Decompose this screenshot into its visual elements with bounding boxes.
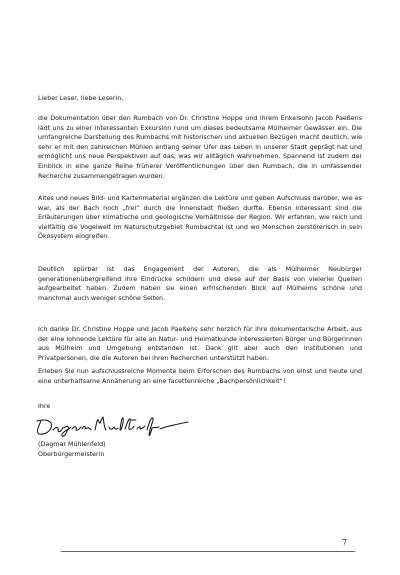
greeting: Lieber Leser, liebe Leserin, (38, 95, 124, 102)
page-number: 7 (342, 538, 348, 547)
footer-rule (61, 551, 355, 552)
paragraph: Erleben Sie nun aufschlussreiche Momente beim Erforschen des Rumbachs von einst und heute und eine unterhaltsame Annäherung an eine facettenreiche „Bachpersönlichkeit“! (38, 368, 362, 385)
paragraph: die Dokumentation über den Rumbach von Dr. Christine Hoppe und ihrem Enkelsohn Jacob Paeßens lädt uns zu einer interessanten Exkursion rund um dieses bedeutsame Mülheimer Gewässer ein. Die umfangreiche Darstellung des Rumbachs mit historischen und aktuellen Bezügen macht deutlich, wie sehr er mit den zahlreichen Mühlen entlang seiner Ufer das Leben in unserer Stadt geprägt hat und ermöglicht uns neue Perspektiven auf das, was wir alltäglich wahrnehmen. Spannend ist zudem der Einblick in eine ganze Reihe früherer Veröffentlichungen über den Rumbach, die in umfassender Recherche zusammengetragen wurden. (38, 115, 362, 180)
signature-block (38, 440, 238, 459)
signer-name: (Dagmar Mühlenfeld) (38, 441, 106, 448)
signer-title: Oberbürgermeisterin (38, 450, 105, 458)
handwritten-signature (33, 413, 191, 439)
paragraph: Deutlich spürbar ist das Engagement der Autoren, die als Mülheimer Neubürger generationenübergreifend ihre Eindrücke schildern und diese auf der Basis von vielerlei Quellen aufgearbeitet haben. Zudem haben sie einen erfrischenden Blick auf Mülheims schöne und manchmal auch weniger schöne Seiten. (38, 266, 362, 302)
paragraph: Altes und neues Bild- und Kartenmaterial ergänzen die Lektüre und geben Aufschluss darüber, wie es war, als der Bach noch „frei“ durch die Innenstadt fließen durfte. Ebenso interessant sind die Erläuterungen über klimatische und geologische Verhältnisse der Region. Wir erfahren, wie reich und vielfältig die Vogelwelt im Naturschutzgebiet Rumbachtal ist und wo Menschen zerstörerisch in sein Ökosystem eingreifen. (38, 195, 362, 241)
closing: Ihre (38, 403, 51, 410)
paragraph: Ich danke Dr. Christine Hoppe und Jacob Paeßens sehr herzlich für ihre dokumentarische Arbeit, aus der eine lohnende Lektüre für alle an Natur- und Heimatkunde interessierten Bürger und Bürgerinnen aus Mülheim und Umgebung entstanden ist. Dank gilt aber auch den Institutionen und Privatpersonen, die die Autoren bei ihren Recherchen unterstützt haben. (38, 326, 362, 362)
